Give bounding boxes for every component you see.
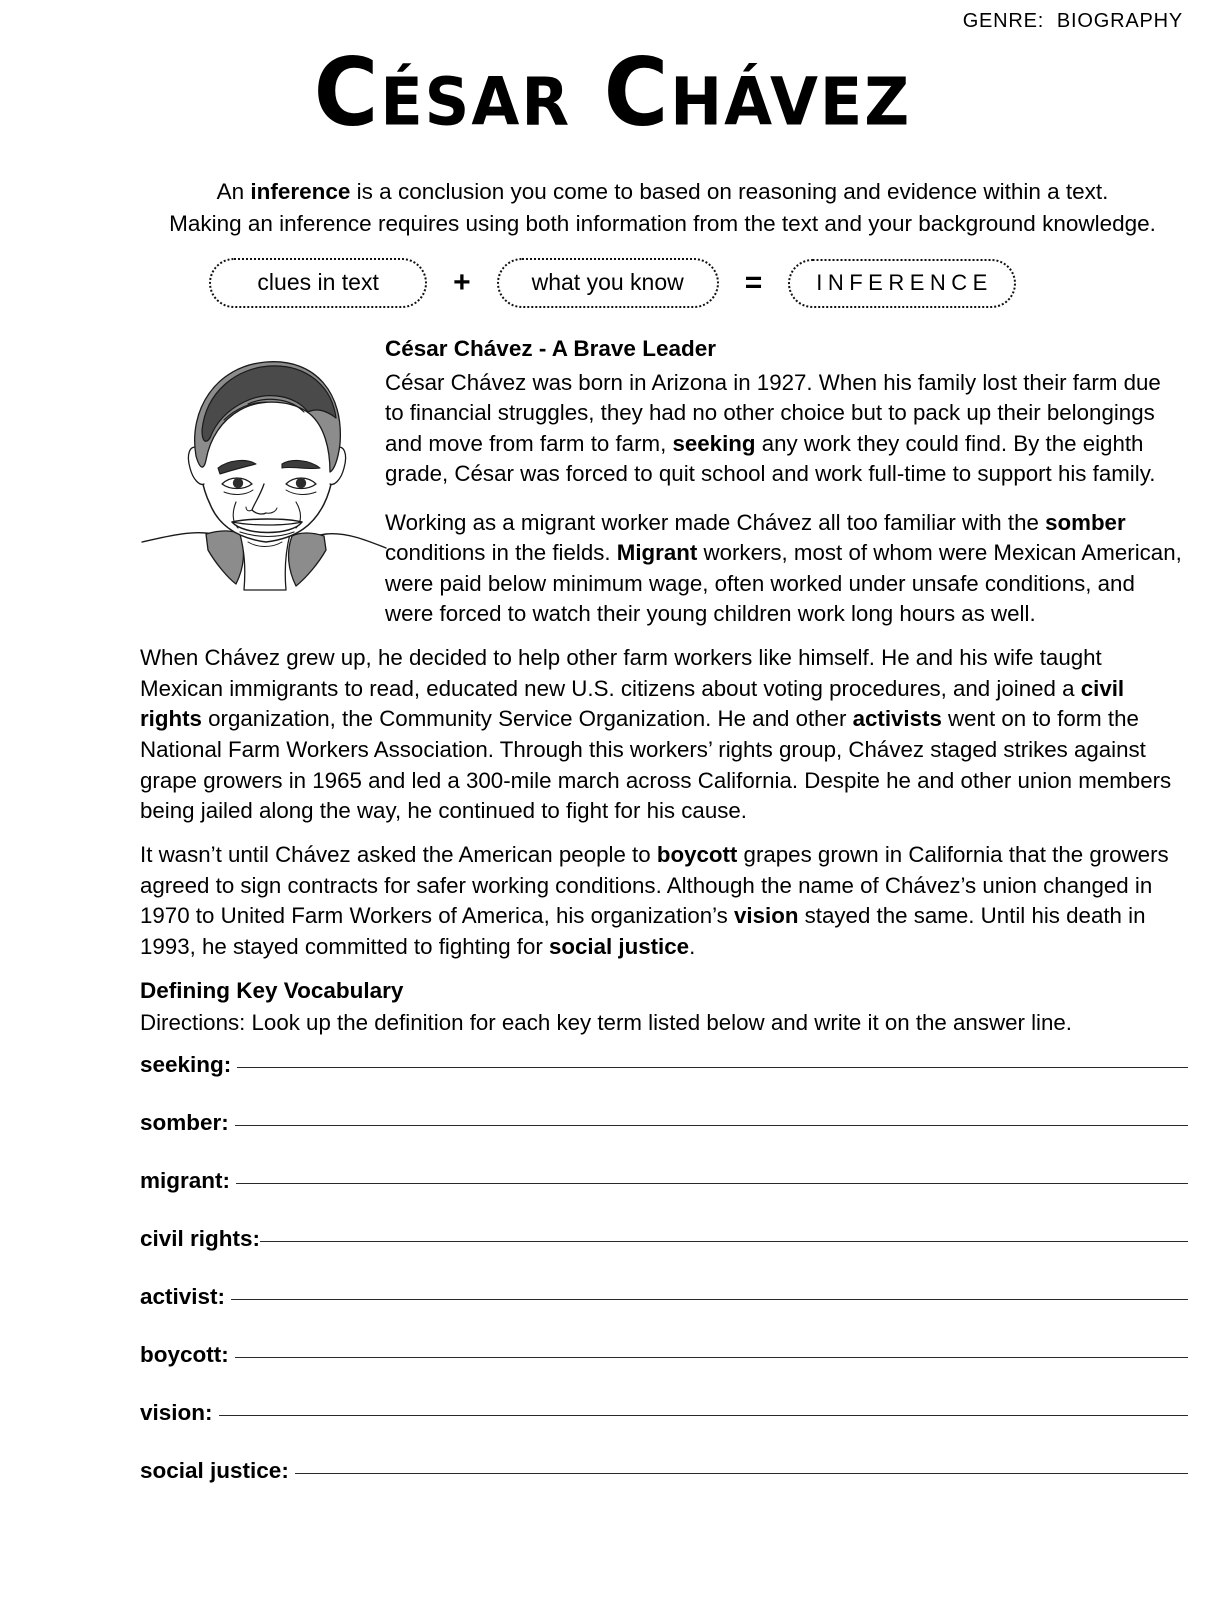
article-paragraph-4 [140,840,1188,963]
article-paragraph-1 [385,368,1185,489]
intro-line1-prefix: An [216,179,251,204]
vocabulary-term-label: vision: [140,1400,213,1425]
vocabulary-answer-line[interactable] [231,1299,1188,1300]
what-you-know-bubble: what you know [497,258,719,308]
genre-label: GENRE: BIOGRAPHY [962,10,1183,32]
p4-part1: It wasn’t until Chávez asked the American people to [140,842,657,867]
inference-definition [140,176,1185,241]
vocabulary-row [140,1284,1188,1342]
vocabulary-term-label: social justice: [140,1458,289,1483]
vocabulary-row [140,1110,1188,1168]
clues-in-text-bubble: clues in text [209,258,427,308]
article-heading: César Chávez - A Brave Leader [385,336,716,361]
p1-part2: any work they could find. By the eighth grade, César was forced to quit school and work full-time to support his family. [385,430,1156,486]
p3-bold-activists: activists [852,706,942,732]
p4-bold-boycott: boycott [656,842,738,867]
vocabulary-term-label: civil rights: [140,1226,261,1251]
vocabulary-row [140,1342,1188,1400]
vocabulary-answer-line[interactable] [237,1067,1188,1068]
vocabulary-term-label: seeking: [140,1052,232,1077]
plus-symbol: + [453,266,471,300]
vocabulary-row [140,1458,1188,1516]
intro-line2: Making an inference requires using both information from the text and your background knowledge. [169,211,1156,237]
p4-bold-social-justice: social justice [549,933,690,959]
p4-bold-vision: vision [734,903,799,929]
p4-part2: grapes grown in California that the growers agreed to sign contracts for safer working conditions. Although the name of Chávez’s union changed in 1970 to United Farm Workers of America, his organization’s [140,842,1169,929]
p3-part1: When Chávez grew up, he decided to help other farm workers like himself. He and his wife taught Mexican immigrants to read, educated new U.S. citizens about voting procedures, and joined a [140,645,1102,701]
vocabulary-term-label: activist: [140,1284,226,1309]
inference-bubble: INFERENCE [788,259,1016,308]
vocabulary-answer-line[interactable] [236,1183,1188,1184]
page-title-container [0,37,1225,147]
vocabulary-directions: Directions: Look up the definition for each key term listed below and write it on the answer line. [140,1010,1073,1035]
p3-part3: went on to form the National Farm Workers Association. Through this workers’ rights group, Chávez staged strikes against grape growers in 1965 and led a 300-mile march across California. Despite he and other union members being jailed along the way, he continued to fight for his cause. [140,706,1172,824]
p2-part1: Working as a migrant worker made Chávez all too familiar with the [385,510,1046,535]
p4-part4: . [689,933,696,959]
p3-part2: organization, the Community Service Organization. He and other [201,706,853,732]
vocabulary-row [140,1400,1188,1458]
vocabulary-list [140,1052,1188,1516]
p2-part3: workers, most of whom were Mexican American, were paid below minimum wage, often worked under unsafe conditions, and were forced to watch their young children work long hours as well. [385,540,1182,626]
inference-equation [0,258,1225,308]
vocabulary-answer-line[interactable] [235,1357,1188,1358]
vocabulary-row [140,1226,1188,1284]
vocabulary-term-label: somber: [140,1110,229,1135]
vocabulary-answer-line[interactable] [219,1415,1188,1416]
vocabulary-answer-line[interactable] [235,1125,1188,1126]
p3-bold-civil-rights: civil rights [140,675,1125,732]
vocabulary-term-label: boycott: [140,1342,229,1367]
equals-symbol: = [744,266,763,300]
vocabulary-heading: Defining Key Vocabulary [140,978,404,1003]
vocabulary-row [140,1052,1188,1110]
intro-line1-suffix: is a conclusion you come to based on reasoning and evidence within a text. [350,179,1109,204]
p2-bold-migrant: Migrant [616,540,698,566]
vocabulary-answer-line[interactable] [295,1473,1188,1474]
vocabulary-term-label: migrant: [140,1168,230,1193]
vocabulary-row [140,1168,1188,1226]
article-paragraph-3 [140,643,1188,827]
portrait-illustration [140,352,388,604]
p1-part1: César Chávez was born in Arizona in 1927. When his family lost their farm due to financial struggles, they had no other choice but to pack up their belongings and move from farm to farm, [385,370,1161,456]
p1-bold-seeking: seeking [672,430,756,456]
article-paragraph-2 [385,508,1185,629]
p2-part2: conditions in the fields. [385,540,617,566]
page-title: César Chávez [313,37,912,147]
p2-bold-somber: somber [1045,510,1126,535]
intro-line1-bold: inference [250,179,351,204]
vocabulary-answer-line[interactable] [260,1241,1188,1242]
p4-part3: stayed the same. Until his death in 1993, he stayed committed to fighting for [140,903,1146,959]
